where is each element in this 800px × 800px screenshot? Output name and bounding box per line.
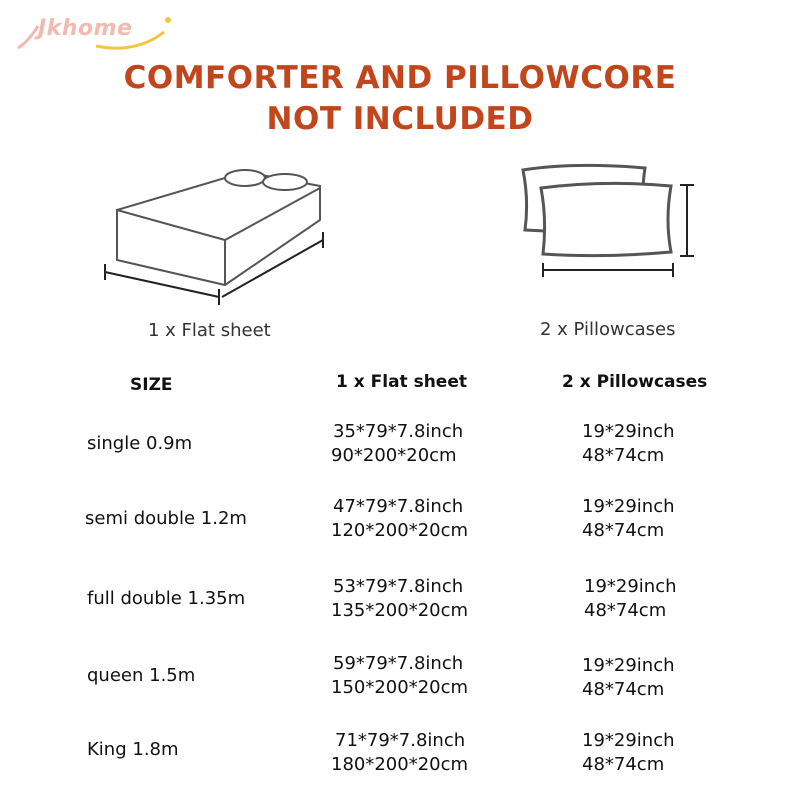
flat-sheet-caption: 1 x Flat sheet [148,320,271,341]
flat-sheet-cell: 53*79*7.8inch 135*200*20cm [331,576,469,621]
pillowcases-illustration [515,160,705,290]
flat-sheet-cell: 59*79*7.8inch 150*200*20cm [331,653,469,698]
size-cell: full double 1.35m [87,588,246,609]
pillowcase-cell: 19*29inch 48*74cm [584,576,677,621]
pillowcase-cell: 19*29inch 48*74cm [582,730,675,775]
header-size: SIZE [130,375,173,395]
headline-line-2: NOT INCLUDED [266,101,534,137]
flat-sheet-cell: 35*79*7.8inch 90*200*20cm [331,421,464,466]
pillowcase-cell: 19*29inch 48*74cm [582,421,675,466]
size-cell: semi double 1.2m [85,508,247,529]
pillowcase-cell: 19*29inch 48*74cm [582,496,675,541]
flat-sheet-cell: 47*79*7.8inch 120*200*20cm [331,496,469,541]
logo-text: Jkhome [38,16,133,41]
brand-logo [16,6,176,56]
pillowcases-caption: 2 x Pillowcases [540,319,676,340]
size-cell: single 0.9m [87,433,193,454]
size-cell: King 1.8m [87,739,179,760]
size-cell: queen 1.5m [87,665,196,686]
header-pillowcases: 2 x Pillowcases [562,372,708,392]
flat-sheet-illustration [95,160,335,310]
headline-line-1: COMFORTER AND PILLOWCORE [123,60,677,96]
header-flat-sheet: 1 x Flat sheet [336,372,467,392]
pillowcase-cell: 19*29inch 48*74cm [582,655,675,700]
flat-sheet-cell: 71*79*7.8inch 180*200*20cm [331,730,469,775]
